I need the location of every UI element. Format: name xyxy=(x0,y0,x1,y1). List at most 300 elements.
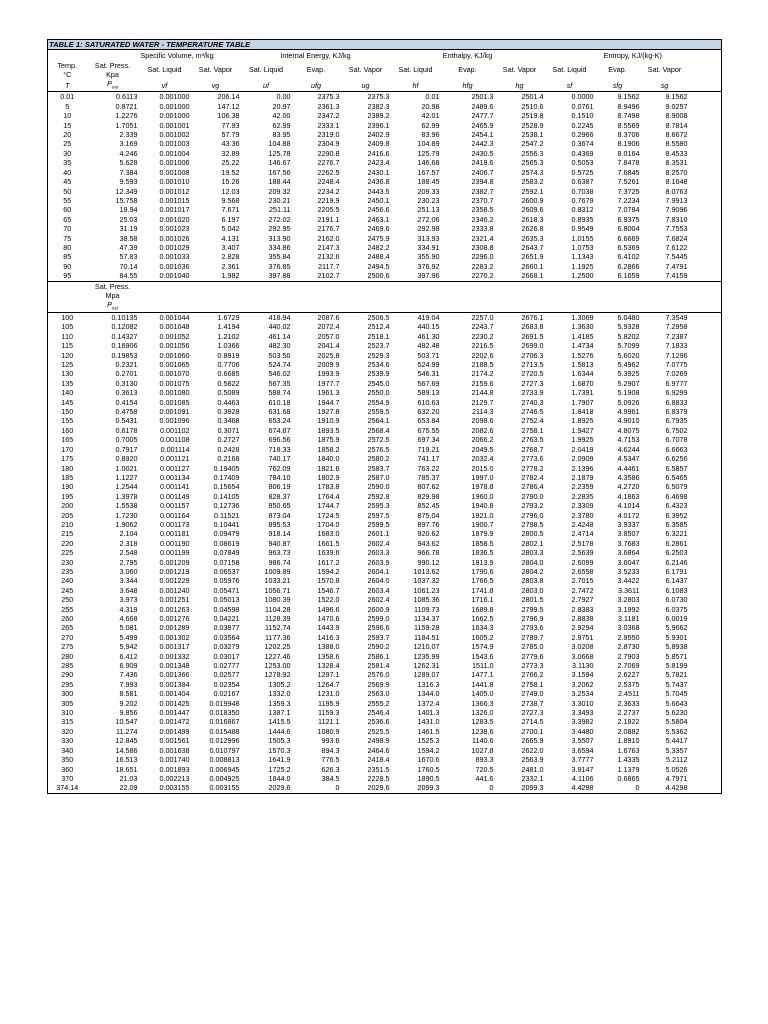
table-cell: 2.7903 xyxy=(617,651,640,661)
table-cell: 6.8833 xyxy=(665,397,688,407)
table-cell: 0.001425 xyxy=(159,698,190,708)
col-header: Sat. Vapor xyxy=(502,65,537,74)
table-cell: 2583.2 xyxy=(521,177,544,187)
table-row xyxy=(48,168,722,177)
table-cell: 397.96 xyxy=(417,271,440,281)
table-cell: 2.9751 xyxy=(571,632,594,642)
table-row xyxy=(48,252,722,261)
table-cell: 2599.0 xyxy=(367,614,390,623)
table-cell: 15.26 xyxy=(221,177,240,187)
table-cell: 567.35 xyxy=(268,378,291,388)
table-cell: 0.07158 xyxy=(213,557,240,567)
table-cell: 2778.2 xyxy=(521,463,544,473)
table-cell: 0.14105 xyxy=(213,491,240,501)
table-cell: 0.015488 xyxy=(209,726,240,736)
table-cell: 4.4461 xyxy=(617,463,640,473)
table-row xyxy=(48,539,722,548)
table-row xyxy=(48,398,722,407)
table-cell: 31.19 xyxy=(119,224,138,234)
table-cell: 1401.3 xyxy=(417,708,440,718)
table-cell: 6.3952 xyxy=(665,510,688,520)
table-cell: 0.001065 xyxy=(159,360,190,370)
table-cell: 8.7814 xyxy=(665,120,688,130)
table-cell: 1890.5 xyxy=(417,773,440,783)
table-cell: 1858.2 xyxy=(317,444,340,454)
table-cell: 0.001080 xyxy=(159,388,190,398)
table-cell: 0.001015 xyxy=(159,195,190,205)
table-cell: 2.6099 xyxy=(571,557,594,567)
table-cell: 5.0526 xyxy=(665,764,688,774)
table-cell: 0.05471 xyxy=(213,585,240,595)
table-cell: 2.7927 xyxy=(571,595,594,605)
table-cell: 2800.5 xyxy=(521,529,544,539)
col-symbol: uf xyxy=(263,80,269,90)
table-cell: 8.5580 xyxy=(665,139,688,149)
table-cell: 4.2720 xyxy=(617,482,640,492)
table-cell: 1013.62 xyxy=(413,566,440,576)
table-cell: 2.4714 xyxy=(571,529,594,539)
table-row xyxy=(48,614,722,623)
table-cell: 6.3221 xyxy=(665,529,688,539)
temp-cell: 265 xyxy=(61,623,74,633)
table-row xyxy=(48,407,722,416)
table-cell: 6.9777 xyxy=(665,378,688,388)
table-cell: 1741.8 xyxy=(471,585,494,595)
table-cell: 3.0668 xyxy=(571,651,594,661)
table-cell: 785.37 xyxy=(417,472,440,482)
table-row xyxy=(48,736,722,745)
table-cell: 0.001240 xyxy=(159,585,190,595)
temp-cell: 185 xyxy=(61,472,74,482)
table-cell: 251.11 xyxy=(269,205,291,215)
temp-cell: 330 xyxy=(61,736,74,746)
table-cell: 0.00 xyxy=(241,92,292,102)
table-cell: 0.001000 xyxy=(159,101,190,111)
table-cell: 2556.3 xyxy=(521,148,544,158)
table-cell: 1366.3 xyxy=(471,698,494,708)
table-cell: 25.22 xyxy=(221,158,240,168)
table-cell: 3.2062 xyxy=(571,679,594,689)
table-cell: 2523.7 xyxy=(367,341,390,351)
table-cell: 6.1083 xyxy=(665,585,688,595)
table-row xyxy=(48,388,722,397)
group-enthalpy: Enthalpy, KJ/kg xyxy=(391,50,545,62)
table-cell: 2568.4 xyxy=(367,425,390,435)
table-cell: 2599.5 xyxy=(367,519,390,529)
table-cell: 1152.74 xyxy=(265,623,291,633)
table-row xyxy=(48,224,722,233)
table-cell: 0.001033 xyxy=(159,252,190,262)
table-cell: 5.081 xyxy=(119,623,138,633)
table-cell: 147.12 xyxy=(217,101,240,111)
table-cell: 2.318 xyxy=(119,538,138,548)
table-cell: 8.1648 xyxy=(665,177,688,187)
table-cell: 146.68 xyxy=(417,158,440,168)
table-cell: 0.001052 xyxy=(159,331,190,341)
table-cell: 0.001121 xyxy=(160,454,190,464)
temp-unit: °C xyxy=(63,70,72,79)
table-cell: 4.4298 xyxy=(665,783,688,793)
table-cell: 2296.0 xyxy=(471,252,494,262)
table-cell: 2450.1 xyxy=(367,195,390,205)
table-cell: 0.19853 xyxy=(111,350,138,360)
table-cell: 6.0730 xyxy=(665,595,688,605)
table-cell: 2793.6 xyxy=(521,623,544,633)
table-cell: 2009.9 xyxy=(317,360,340,370)
temp-cell: 300 xyxy=(61,689,74,699)
table-cell: 313.90 xyxy=(268,233,291,243)
temp-cell: 85 xyxy=(63,252,72,262)
col-symbol: ufg xyxy=(311,80,321,90)
table-cell: 1505.3 xyxy=(268,736,291,746)
table-row xyxy=(48,158,722,167)
table-cell: 5.9662 xyxy=(665,623,688,633)
table-cell: 5.6020 xyxy=(617,350,640,360)
table-cell: 8.4533 xyxy=(665,148,688,158)
table-cell: 5.7821 xyxy=(665,670,688,680)
press-unit: Kpa xyxy=(106,70,119,79)
table-cell: 2066.2 xyxy=(471,435,494,445)
table-cell: 2347.2 xyxy=(317,111,340,121)
table-cell: 0.004925 xyxy=(209,773,240,783)
table-cell: 1977.7 xyxy=(317,378,340,388)
table-cell: 940.87 xyxy=(268,538,291,548)
temp-cell: 0.01 xyxy=(48,92,87,102)
temp-cell: 225 xyxy=(61,548,74,558)
table-cell: 1.3978 xyxy=(115,491,138,501)
table-cell: 0.11521 xyxy=(214,510,240,520)
table-cell: 5.7045 xyxy=(665,689,688,699)
table-cell: 1195.9 xyxy=(318,698,340,708)
table-cell: 1836.5 xyxy=(471,548,494,558)
table-cell: 2430.5 xyxy=(471,148,494,158)
table-cell: 2586.1 xyxy=(367,651,390,661)
table-cell: 1634.3 xyxy=(471,623,494,633)
table-cell: 0.05976 xyxy=(213,576,240,586)
table-cell: 251.13 xyxy=(417,205,440,215)
table-cell: 2406.7 xyxy=(471,167,494,177)
group-entropy: Entropy, KJ/(kg-K) xyxy=(545,50,722,62)
table-cell: 0.04598 xyxy=(213,604,240,614)
table-row xyxy=(48,426,722,435)
table-cell: 12.03 xyxy=(221,186,240,196)
table-row xyxy=(48,633,722,642)
temp-cell: 110 xyxy=(61,331,73,341)
table-cell: 6.1791 xyxy=(665,566,688,576)
table-cell: 10.547 xyxy=(115,717,138,727)
table-cell: 7.8478 xyxy=(617,158,640,168)
temp-cell: 374.14 xyxy=(56,783,79,793)
table-cell: 4.4298 xyxy=(571,783,594,793)
table-cell: 0.001012 xyxy=(159,186,190,196)
table-cell: 1.5276 xyxy=(571,350,594,360)
table-cell: 0.008813 xyxy=(209,755,240,765)
table-cell: 7.0269 xyxy=(665,369,688,379)
table-cell: 5.4962 xyxy=(617,360,640,370)
table-cell: 0.001108 xyxy=(160,435,190,445)
temp-cell: 70 xyxy=(63,224,72,234)
temp-cell: 270 xyxy=(61,632,74,642)
table-cell: 0.001219 xyxy=(159,566,190,576)
table-cell: 2803.0 xyxy=(521,585,544,595)
table-cell: 986.74 xyxy=(268,557,291,567)
table-cell: 0.001181 xyxy=(160,529,190,539)
table-cell: 7.6824 xyxy=(665,233,688,243)
table-cell: 188.44 xyxy=(268,177,291,187)
table-cell: 7.2234 xyxy=(617,195,640,205)
table-cell: 897.76 xyxy=(417,519,440,529)
table-cell: 1594.2 xyxy=(417,745,440,755)
table-cell: 0.3613 xyxy=(115,388,138,398)
table-cell: 0.001006 xyxy=(159,158,190,168)
table-cell: 2032.4 xyxy=(471,454,494,464)
table-cell: 3.6864 xyxy=(617,548,640,558)
table-cell: 1766.5 xyxy=(471,576,494,586)
table-cell: 2668.1 xyxy=(521,271,544,281)
table-cell: 1689.8 xyxy=(471,604,494,614)
temp-cell: 120 xyxy=(61,350,74,360)
table-cell: 1716.1 xyxy=(471,595,494,605)
table-cell: 0.4369 xyxy=(571,148,594,158)
table-cell: 2604.1 xyxy=(367,566,390,576)
table-cell: 2.5375 xyxy=(617,679,640,689)
table-cell: 2803.3 xyxy=(521,548,544,558)
temp-cell: 235 xyxy=(61,566,74,576)
table-cell: 0.001561 xyxy=(159,736,190,746)
table-row xyxy=(48,332,722,341)
table-cell: 2699.0 xyxy=(521,341,544,351)
table-cell: 1821.6 xyxy=(317,463,340,473)
temp-cell: 360 xyxy=(61,764,74,774)
group-specific-volume: Specific Volume, m³/kg xyxy=(139,50,241,62)
temp-cell: 55 xyxy=(63,195,72,205)
table-cell: 503.71 xyxy=(417,350,440,360)
table-cell: 7.671 xyxy=(221,205,240,215)
table-cell: 0.001276 xyxy=(159,614,190,623)
col-header: Sat. Liquid xyxy=(552,65,587,74)
table-cell: 546.31 xyxy=(417,369,440,379)
temp-cell: 245 xyxy=(61,585,74,595)
table-cell: 1085.36 xyxy=(413,595,440,605)
table-cell: 2752.4 xyxy=(521,416,544,426)
table-row xyxy=(48,149,722,158)
table-cell: 20.97 xyxy=(272,101,291,111)
table-cell: 6.7502 xyxy=(665,425,688,435)
table-row xyxy=(48,187,722,196)
table-cell: 0.0000 xyxy=(545,92,595,102)
table-cell: 2564.1 xyxy=(367,416,390,426)
table-cell: 0.001029 xyxy=(159,242,190,252)
table-cell: 1.9427 xyxy=(571,425,594,435)
table-cell: 1724.5 xyxy=(317,510,340,520)
table-cell: 2144.8 xyxy=(471,388,494,398)
table-cell: 741.17 xyxy=(417,454,440,464)
table-cell: 1027.8 xyxy=(471,745,494,755)
press-mpa-symbol: $P_{sat}$ xyxy=(87,300,139,313)
table-cell: 1900.7 xyxy=(471,519,494,529)
table-cell: 3.973 xyxy=(119,595,138,605)
table-cell: 1927.8 xyxy=(317,407,340,417)
table-cell: 1.3069 xyxy=(571,313,594,322)
table-cell: 3.9147 xyxy=(571,764,594,774)
table-cell: 2525.5 xyxy=(367,726,390,736)
table-row xyxy=(48,699,722,708)
table-cell: 1570.3 xyxy=(268,745,291,755)
col-header: Sat. Liquid xyxy=(398,65,433,74)
table-cell: 2501.3 xyxy=(441,92,495,102)
saturated-water-table xyxy=(47,39,721,794)
table-cell: 2248.4 xyxy=(317,177,340,187)
table-cell: 1704.0 xyxy=(317,519,340,529)
table-cell: 2333.1 xyxy=(317,120,340,130)
table-cell: 2361.3 xyxy=(317,101,340,111)
table-cell: 2102.7 xyxy=(317,271,340,281)
table-cell: 1.9925 xyxy=(571,435,594,445)
table-cell: 0.001044 xyxy=(159,313,190,322)
table-cell: 0.001026 xyxy=(159,233,190,243)
table-cell: 2581.4 xyxy=(367,661,390,671)
table-cell: 1.4335 xyxy=(617,755,640,765)
table-cell: 376.92 xyxy=(417,261,440,271)
table-row xyxy=(48,774,722,783)
table-cell: 0.3071 xyxy=(217,425,240,435)
table-cell: 7.9096 xyxy=(665,205,688,215)
temp-cell: 285 xyxy=(61,661,74,671)
table-cell: 1121.1 xyxy=(318,717,340,727)
table-cell: 376.85 xyxy=(268,261,291,271)
table-cell: 0.1510 xyxy=(571,111,594,121)
table-cell: 2576.5 xyxy=(367,444,390,454)
table-cell: 5.4417 xyxy=(665,736,688,746)
table-cell: 0.001404 xyxy=(159,689,190,699)
table-row xyxy=(48,746,722,755)
table-cell: 2.8730 xyxy=(617,642,640,652)
table-cell: 0.02777 xyxy=(213,661,240,671)
table-cell: 2219.9 xyxy=(317,195,340,205)
temp-cell: 290 xyxy=(61,670,74,680)
table-cell: 0.001003 xyxy=(159,139,190,149)
table-cell: 7.5445 xyxy=(665,252,688,262)
table-cell: 9.593 xyxy=(119,177,138,187)
table-cell: 8.5569 xyxy=(617,120,640,130)
table-row xyxy=(48,548,722,557)
table-cell: 2057.0 xyxy=(317,331,340,341)
table-row xyxy=(48,369,722,378)
table-cell: 2.6227 xyxy=(617,670,640,680)
table-cell: 3.3611 xyxy=(618,585,640,595)
table-cell: 1387.1 xyxy=(268,708,291,718)
table-cell: 1080.9 xyxy=(317,726,340,736)
col-symbol: hfg xyxy=(462,80,473,90)
col-symbol: hf xyxy=(412,80,419,90)
table-cell: 0.018350 xyxy=(209,708,240,718)
table-cell: 9.0257 xyxy=(665,101,688,111)
table-cell: 2454.1 xyxy=(471,130,494,140)
table-cell: 1253.00 xyxy=(264,661,291,671)
table-cell: 355.84 xyxy=(268,252,291,262)
table-cell: 2538.1 xyxy=(521,130,544,140)
table-cell: 6.3585 xyxy=(665,519,688,529)
table-cell: 2262.5 xyxy=(317,167,340,177)
table-cell: 4.7971 xyxy=(665,773,688,783)
table-cell: 0.3674 xyxy=(571,139,594,149)
table-cell: 966.78 xyxy=(417,548,440,558)
table-cell: 1.2544 xyxy=(115,482,138,492)
table-cell: 418.94 xyxy=(268,313,291,322)
table-cell: 2333.8 xyxy=(471,224,494,234)
table-cell: 1.4734 xyxy=(571,341,594,351)
table-cell: 0.8721 xyxy=(115,101,138,111)
temp-cell: 370 xyxy=(61,773,74,783)
table-cell: 6.5465 xyxy=(665,472,688,482)
press-mpa-header: Sat. Press. xyxy=(87,281,139,291)
table-cell: 5.7099 xyxy=(617,341,640,351)
table-cell: 610.63 xyxy=(417,397,440,407)
table-cell: 0.001134 xyxy=(160,472,190,482)
table-row xyxy=(48,576,722,585)
temp-cell: 310 xyxy=(61,708,74,718)
col-symbol: hg xyxy=(515,80,524,90)
table-cell: 567.69 xyxy=(417,378,440,388)
table-cell: 0.02354 xyxy=(213,679,240,689)
table-cell: 0.001017 xyxy=(159,205,190,215)
table-cell: 0.001114 xyxy=(160,444,190,454)
temp-cell: 20 xyxy=(63,130,72,140)
table-cell: 0.001000 xyxy=(139,92,191,102)
table-cell: 1.3630 xyxy=(571,322,594,332)
table-cell: 0.6685 xyxy=(217,369,240,379)
table-cell: 653.24 xyxy=(268,416,291,426)
temp-cell: 75 xyxy=(63,233,72,243)
table-cell: 2129.7 xyxy=(471,397,494,407)
table-cell: 2477.7 xyxy=(471,111,494,121)
table-cell: 2.5639 xyxy=(571,548,594,558)
table-cell: 1.1227 xyxy=(115,472,138,482)
table-cell: 8.3706 xyxy=(617,130,640,140)
table-cell: 3.0368 xyxy=(617,623,640,633)
table-cell: 2618.3 xyxy=(521,214,544,224)
table-row xyxy=(48,243,722,252)
table-cell: 2773.3 xyxy=(521,661,544,671)
table-cell: 1960.0 xyxy=(471,491,494,501)
table-cell: 0.5053 xyxy=(571,158,594,168)
table-cell: 2.3780 xyxy=(571,510,594,520)
table-cell: 1316.3 xyxy=(417,679,440,689)
table-cell: 2563.0 xyxy=(367,689,390,699)
table-cell: 0.001190 xyxy=(160,538,190,548)
table-cell: 1858.5 xyxy=(471,538,494,548)
table-cell: 2188.5 xyxy=(471,360,494,370)
table-cell: 1.1379 xyxy=(617,764,640,774)
table-cell: 3.060 xyxy=(119,566,138,576)
table-cell: 1.0155 xyxy=(571,233,594,243)
table-cell: 7.2958 xyxy=(665,322,688,332)
table-cell: 2.1879 xyxy=(571,472,594,482)
table-cell: 1358.6 xyxy=(317,651,340,661)
table-cell: 2796.0 xyxy=(521,510,544,520)
table-cell: 1.2500 xyxy=(571,271,594,281)
table-cell: 719.21 xyxy=(417,444,440,454)
table-cell: 2563.9 xyxy=(521,755,544,765)
table-cell: 894.3 xyxy=(321,745,340,755)
table-cell: 6.4102 xyxy=(617,252,640,262)
temp-cell: 215 xyxy=(61,529,74,539)
table-row xyxy=(48,322,722,331)
table-cell: 1893.5 xyxy=(317,425,340,435)
table-cell: 5.8202 xyxy=(617,331,640,341)
table-cell: 167.57 xyxy=(417,167,440,177)
table-cell: 674.87 xyxy=(268,425,291,435)
